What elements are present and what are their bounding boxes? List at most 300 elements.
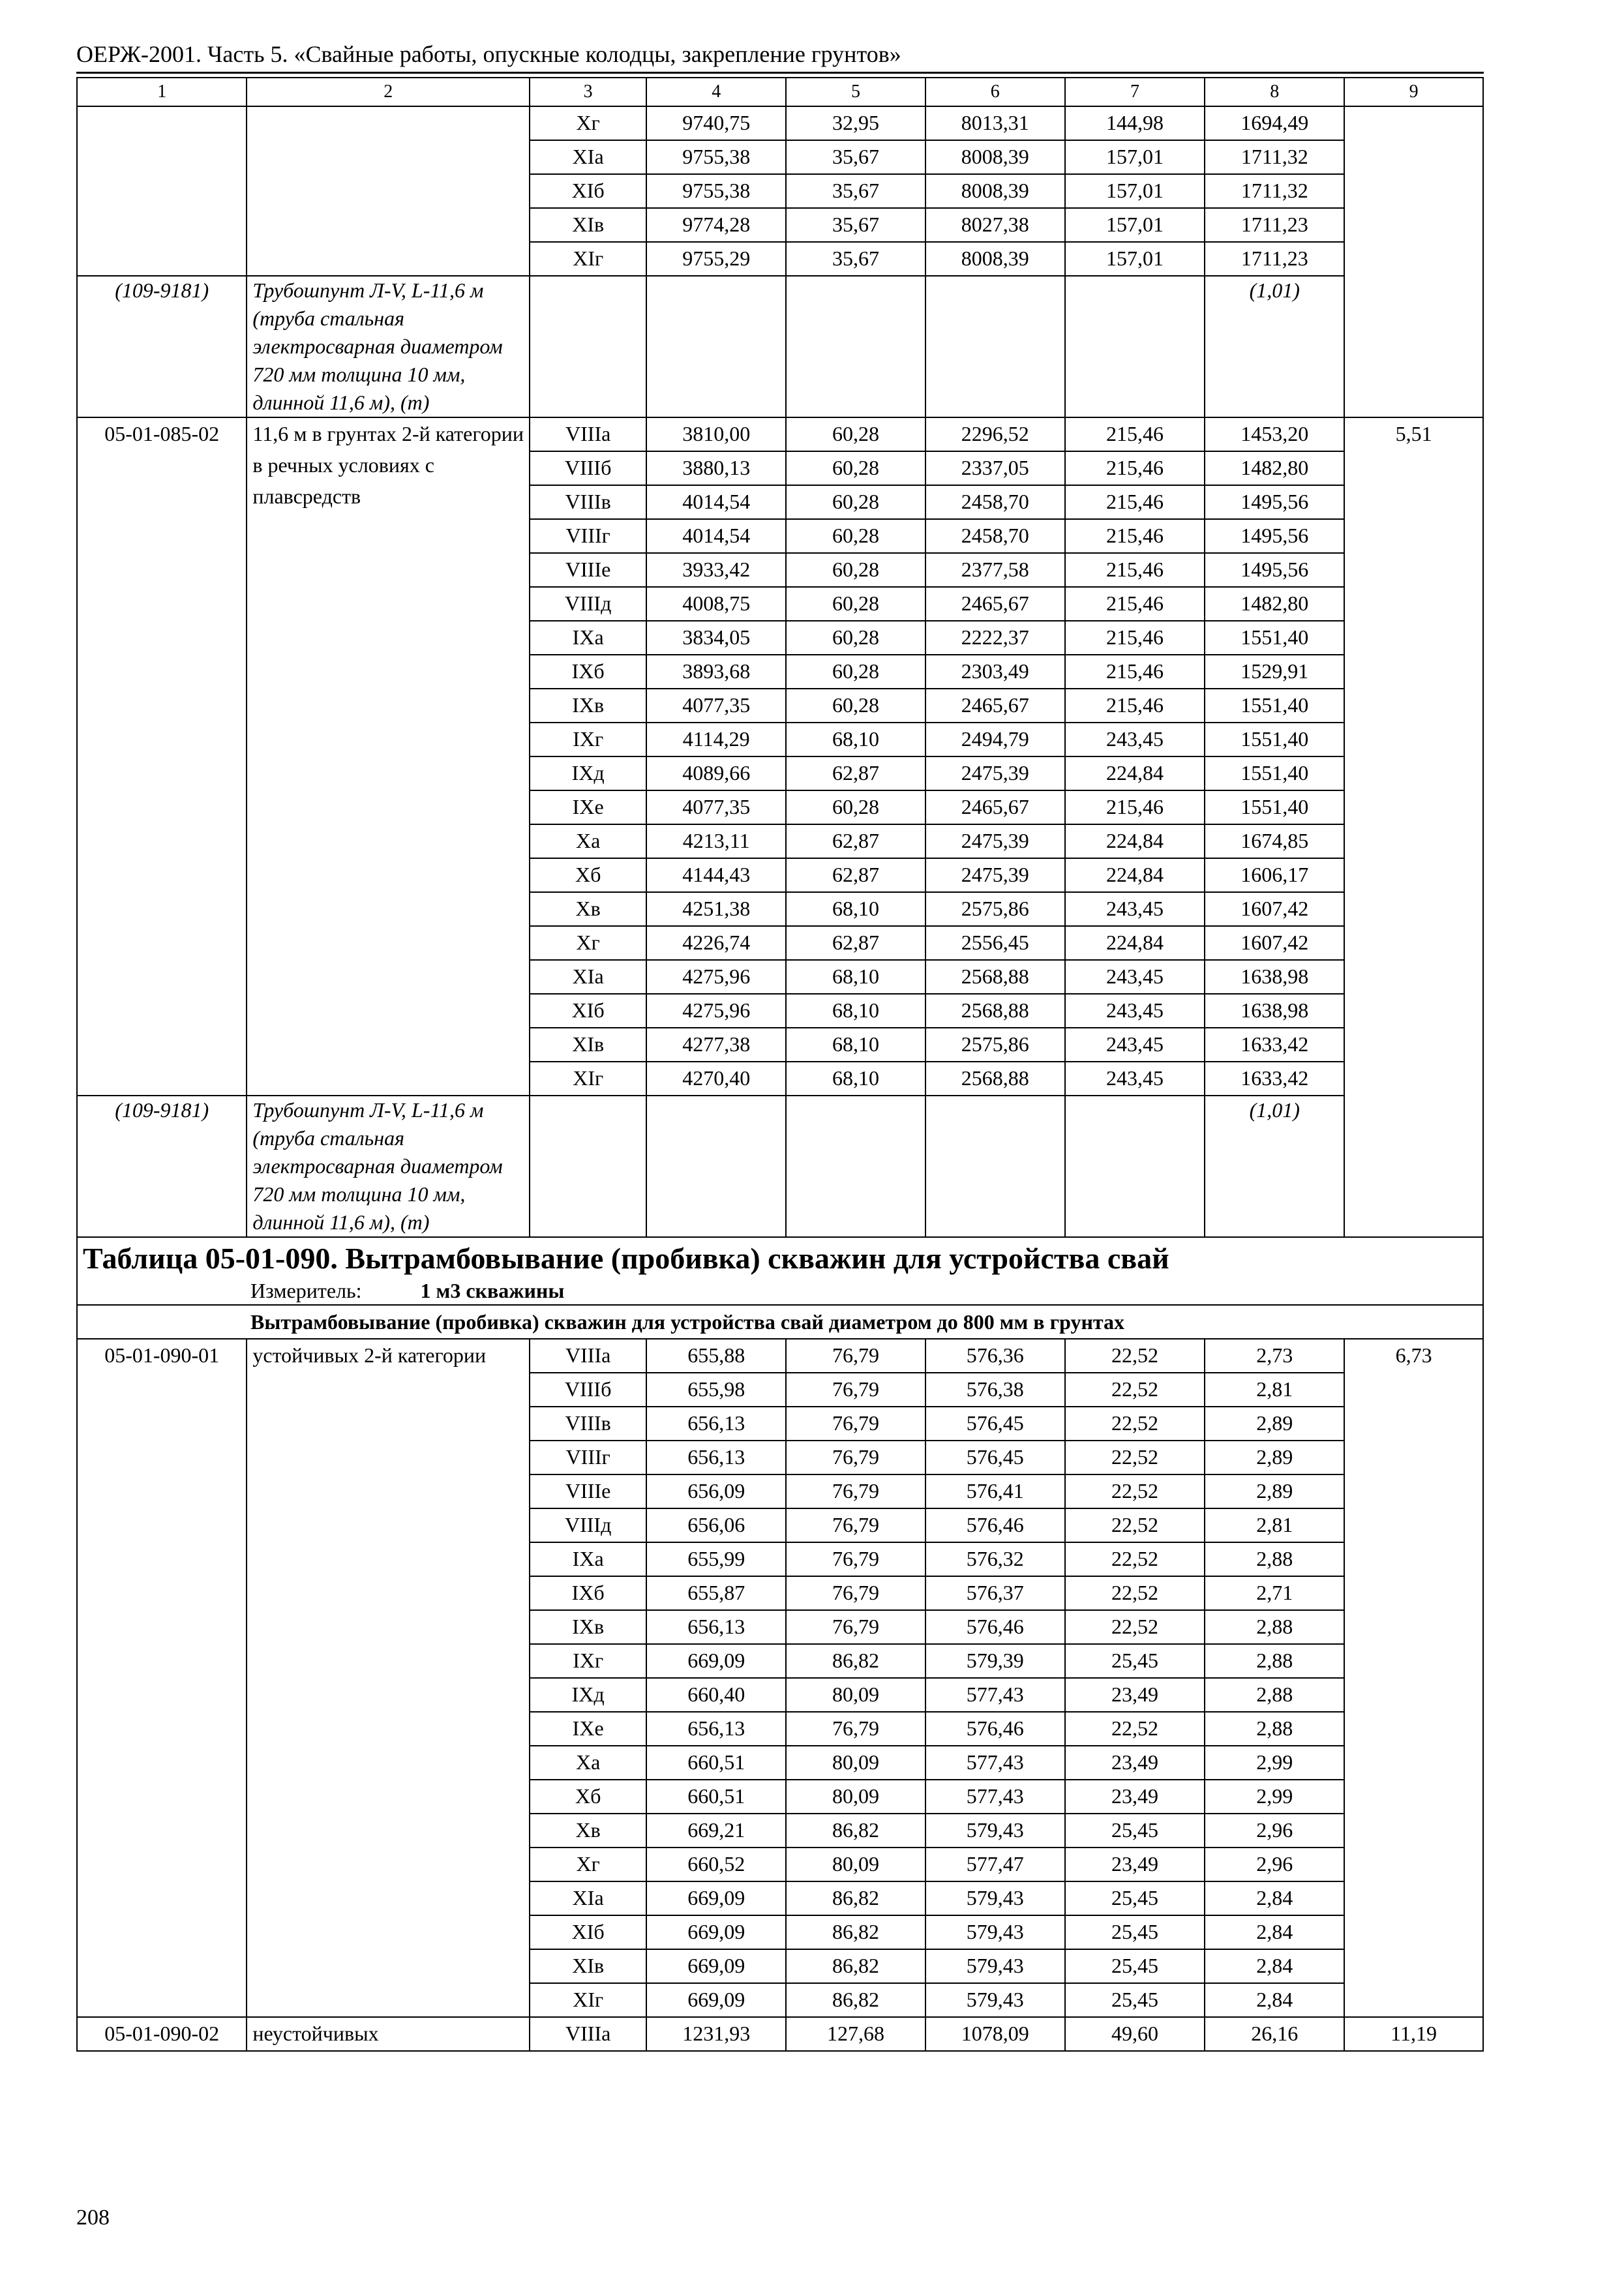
soil-class-cell: VIIIг (530, 519, 646, 553)
measure-cell (77, 1277, 1483, 1305)
operator-wages-cell: 22,52 (1065, 1508, 1205, 1542)
machine-cost-cell: 2475,39 (925, 756, 1065, 790)
rates-table-wrapper (76, 77, 1484, 2052)
rates-table-body (77, 78, 1483, 2051)
total-cost-cell: 4275,96 (646, 960, 786, 994)
total-cost-cell: 4114,29 (646, 723, 786, 756)
total-cost-cell: 4226,74 (646, 926, 786, 960)
soil-class-cell: IXг (530, 723, 646, 756)
materials-cost-cell: 1551,40 (1205, 689, 1344, 723)
empty-cell (1065, 276, 1205, 417)
machine-cost-cell: 577,47 (925, 1848, 1065, 1881)
machine-cost-cell: 2475,39 (925, 858, 1065, 892)
operator-wages-cell: 22,52 (1065, 1339, 1205, 1373)
total-cost-cell: 656,13 (646, 1610, 786, 1644)
operator-wages-cell: 157,01 (1065, 242, 1205, 276)
page-number: 208 (76, 2206, 110, 2230)
total-cost-cell: 3834,05 (646, 621, 786, 655)
total-cost-cell: 655,98 (646, 1373, 786, 1407)
table-row (77, 417, 1483, 451)
materials-cost-cell: 1711,23 (1205, 242, 1344, 276)
machine-cost-cell: 8027,38 (925, 208, 1065, 242)
total-cost-cell: 656,13 (646, 1712, 786, 1746)
total-cost-cell: 4251,38 (646, 892, 786, 926)
machine-cost-cell: 576,38 (925, 1373, 1065, 1407)
operator-wages-cell: 224,84 (1065, 824, 1205, 858)
wages-cell: 68,10 (786, 723, 925, 756)
machine-cost-cell: 576,46 (925, 1610, 1065, 1644)
total-cost-cell: 655,99 (646, 1542, 786, 1576)
wages-cell: 86,82 (786, 1881, 925, 1915)
total-cost-cell: 669,09 (646, 1983, 786, 2017)
total-cost-cell: 656,09 (646, 1474, 786, 1508)
empty-cell (925, 1096, 1065, 1237)
machine-cost-cell: 2494,79 (925, 723, 1065, 756)
rate-code-cell: 05-01-090-01 (77, 1339, 247, 2017)
materials-cost-cell: 1495,56 (1205, 485, 1344, 519)
soil-class-cell: Xв (530, 1814, 646, 1848)
materials-cost-cell: 1482,80 (1205, 451, 1344, 485)
operator-wages-cell: 215,46 (1065, 451, 1205, 485)
materials-cost-cell: 1607,42 (1205, 926, 1344, 960)
machine-cost-cell: 577,43 (925, 1780, 1065, 1814)
wages-cell: 76,79 (786, 1407, 925, 1441)
column-number-8: 8 (1205, 78, 1344, 106)
wages-cell: 60,28 (786, 519, 925, 553)
operator-wages-cell: 49,60 (1065, 2017, 1205, 2051)
operator-wages-cell: 22,52 (1065, 1407, 1205, 1441)
material-row (77, 276, 1483, 417)
operator-wages-cell: 243,45 (1065, 994, 1205, 1028)
materials-cost-cell: 2,84 (1205, 1983, 1344, 2017)
empty-cell (1065, 1096, 1205, 1237)
materials-cost-cell: 1606,17 (1205, 858, 1344, 892)
operator-wages-cell: 215,46 (1065, 689, 1205, 723)
operator-wages-cell: 22,52 (1065, 1576, 1205, 1610)
operator-wages-cell: 25,45 (1065, 1644, 1205, 1678)
machine-cost-cell: 579,39 (925, 1644, 1065, 1678)
wages-cell: 60,28 (786, 621, 925, 655)
materials-cost-cell: 1495,56 (1205, 519, 1344, 553)
soil-class-cell: XIг (530, 1062, 646, 1096)
machine-cost-cell: 2465,67 (925, 689, 1065, 723)
soil-class-cell: IXв (530, 1610, 646, 1644)
soil-class-cell: XIв (530, 1028, 646, 1062)
operator-wages-cell: 157,01 (1065, 140, 1205, 174)
measure-row (77, 1277, 1483, 1305)
material-description-cell: Трубошпунт Л-V, L-11,6 м (труба стальная электросварная диаметром 720 мм толщина 10 мм, длинной 11,6 м), (т) (247, 1096, 530, 1237)
wages-cell: 32,95 (786, 106, 925, 140)
materials-cost-cell: 2,96 (1205, 1814, 1344, 1848)
soil-class-cell: VIIIе (530, 1474, 646, 1508)
rates-table (76, 77, 1484, 2052)
wages-cell: 35,67 (786, 140, 925, 174)
rate-code-cell (77, 106, 247, 276)
soil-class-cell: VIIIб (530, 451, 646, 485)
soil-class-cell: IXд (530, 1678, 646, 1712)
machine-cost-cell: 579,43 (925, 1814, 1065, 1848)
wages-cell: 86,82 (786, 1915, 925, 1949)
materials-cost-cell: 1674,85 (1205, 824, 1344, 858)
total-cost-cell: 9755,38 (646, 140, 786, 174)
materials-cost-cell: 1551,40 (1205, 756, 1344, 790)
soil-class-cell: VIIIв (530, 485, 646, 519)
soil-class-cell: XIг (530, 1983, 646, 2017)
machine-cost-cell: 8008,39 (925, 140, 1065, 174)
machine-cost-cell: 2475,39 (925, 824, 1065, 858)
total-cost-cell: 9740,75 (646, 106, 786, 140)
total-cost-cell: 655,88 (646, 1339, 786, 1373)
total-cost-cell: 656,13 (646, 1441, 786, 1474)
total-cost-cell: 655,87 (646, 1576, 786, 1610)
materials-cost-cell: 1638,98 (1205, 960, 1344, 994)
table-row (77, 106, 1483, 140)
wages-cell: 60,28 (786, 790, 925, 824)
empty-cell (786, 276, 925, 417)
soil-class-cell: XIа (530, 1881, 646, 1915)
materials-cost-cell: 2,84 (1205, 1881, 1344, 1915)
soil-class-cell: Xа (530, 824, 646, 858)
wages-cell: 68,10 (786, 960, 925, 994)
table-row (77, 1339, 1483, 1373)
column-number-1: 1 (77, 78, 247, 106)
operator-wages-cell: 22,52 (1065, 1373, 1205, 1407)
total-cost-cell: 669,09 (646, 1881, 786, 1915)
wages-cell: 80,09 (786, 1780, 925, 1814)
machine-cost-cell: 2575,86 (925, 1028, 1065, 1062)
operator-wages-cell: 22,52 (1065, 1474, 1205, 1508)
operator-wages-cell: 23,49 (1065, 1848, 1205, 1881)
machine-cost-cell: 2568,88 (925, 994, 1065, 1028)
wages-cell: 62,87 (786, 756, 925, 790)
materials-cost-cell: 1551,40 (1205, 790, 1344, 824)
materials-cost-cell: 2,99 (1205, 1746, 1344, 1780)
total-cost-cell: 656,06 (646, 1508, 786, 1542)
operator-wages-cell: 243,45 (1065, 892, 1205, 926)
labor-cost-cell (1344, 106, 1483, 417)
soil-class-cell: VIIIа (530, 2017, 646, 2051)
materials-cost-cell: 1633,42 (1205, 1062, 1344, 1096)
wages-cell: 60,28 (786, 553, 925, 587)
measure-value: 1 м3 скважины (420, 1279, 565, 1302)
wages-cell: 76,79 (786, 1542, 925, 1576)
materials-cost-cell: 1495,56 (1205, 553, 1344, 587)
total-cost-cell: 4270,40 (646, 1062, 786, 1096)
materials-cost-cell: 1482,80 (1205, 587, 1344, 621)
machine-cost-cell: 577,43 (925, 1746, 1065, 1780)
materials-cost-cell: 2,99 (1205, 1780, 1344, 1814)
soil-class-cell: Xа (530, 1746, 646, 1780)
machine-cost-cell: 576,37 (925, 1576, 1065, 1610)
operator-wages-cell: 215,46 (1065, 790, 1205, 824)
column-number-3: 3 (530, 78, 646, 106)
operator-wages-cell: 25,45 (1065, 1881, 1205, 1915)
machine-cost-cell: 2568,88 (925, 960, 1065, 994)
operator-wages-cell: 157,01 (1065, 174, 1205, 208)
operator-wages-cell: 22,52 (1065, 1542, 1205, 1576)
column-number-9: 9 (1344, 78, 1483, 106)
materials-cost-cell: 1711,23 (1205, 208, 1344, 242)
work-description-cell: 11,6 м в грунтах 2-й категории в речных условиях с плавсредств (247, 417, 530, 1096)
soil-class-cell: IXе (530, 790, 646, 824)
machine-cost-cell: 576,46 (925, 1712, 1065, 1746)
soil-class-cell: Xб (530, 1780, 646, 1814)
machine-cost-cell: 579,43 (925, 1915, 1065, 1949)
machine-cost-cell: 577,43 (925, 1678, 1065, 1712)
machine-cost-cell: 8008,39 (925, 174, 1065, 208)
total-cost-cell: 660,40 (646, 1678, 786, 1712)
soil-class-cell: IXб (530, 655, 646, 689)
machine-cost-cell: 1078,09 (925, 2017, 1065, 2051)
machine-cost-cell: 579,43 (925, 1881, 1065, 1915)
operator-wages-cell: 25,45 (1065, 1814, 1205, 1848)
soil-class-cell: XIб (530, 1915, 646, 1949)
materials-cost-cell: 2,73 (1205, 1339, 1344, 1373)
operator-wages-cell: 243,45 (1065, 1062, 1205, 1096)
soil-class-cell: VIIIе (530, 553, 646, 587)
wages-cell: 62,87 (786, 858, 925, 892)
labor-cost-cell: 11,19 (1344, 2017, 1483, 2051)
total-cost-cell: 660,51 (646, 1780, 786, 1814)
total-cost-cell: 669,09 (646, 1644, 786, 1678)
operator-wages-cell: 23,49 (1065, 1780, 1205, 1814)
empty-cell (530, 1096, 646, 1237)
total-cost-cell: 4144,43 (646, 858, 786, 892)
labor-cost-cell: 5,51 (1344, 417, 1483, 1237)
soil-class-cell: Xг (530, 926, 646, 960)
soil-class-cell: VIIIд (530, 587, 646, 621)
operator-wages-cell: 224,84 (1065, 858, 1205, 892)
wages-cell: 60,28 (786, 485, 925, 519)
wages-cell: 76,79 (786, 1441, 925, 1474)
operator-wages-cell: 22,52 (1065, 1610, 1205, 1644)
wages-cell: 76,79 (786, 1373, 925, 1407)
materials-cost-cell: 1453,20 (1205, 417, 1344, 451)
material-description-cell: Трубошпунт Л-V, L-11,6 м (труба стальная электросварная диаметром 720 мм толщина 10 мм, длинной 11,6 м), (т) (247, 276, 530, 417)
soil-class-cell: XIб (530, 174, 646, 208)
wages-cell: 68,10 (786, 1028, 925, 1062)
soil-class-cell: XIв (530, 1949, 646, 1983)
wages-cell: 86,82 (786, 1814, 925, 1848)
total-cost-cell: 4077,35 (646, 790, 786, 824)
machine-cost-cell: 2465,67 (925, 790, 1065, 824)
wages-cell: 60,28 (786, 655, 925, 689)
empty-cell (646, 1096, 786, 1237)
machine-cost-cell: 576,32 (925, 1542, 1065, 1576)
wages-cell: 76,79 (786, 1474, 925, 1508)
machine-cost-cell: 2337,05 (925, 451, 1065, 485)
column-number-row (77, 78, 1483, 106)
total-cost-cell: 669,21 (646, 1814, 786, 1848)
soil-class-cell: VIIIв (530, 1407, 646, 1441)
total-cost-cell: 4277,38 (646, 1028, 786, 1062)
wages-cell: 80,09 (786, 1678, 925, 1712)
wages-cell: 86,82 (786, 1983, 925, 2017)
labor-cost-cell: 6,73 (1344, 1339, 1483, 2017)
wages-cell: 76,79 (786, 1610, 925, 1644)
machine-cost-cell: 2575,86 (925, 892, 1065, 926)
materials-cost-cell: 2,81 (1205, 1373, 1344, 1407)
wages-cell: 62,87 (786, 926, 925, 960)
empty-cell (530, 276, 646, 417)
total-cost-cell: 669,09 (646, 1949, 786, 1983)
wages-cell: 68,10 (786, 892, 925, 926)
total-cost-cell: 4275,96 (646, 994, 786, 1028)
measure-label: Измеритель: (250, 1279, 362, 1302)
column-number-6: 6 (925, 78, 1065, 106)
materials-cost-cell: 26,16 (1205, 2017, 1344, 2051)
soil-class-cell: Xг (530, 106, 646, 140)
subheader-cell: Вытрамбовывание (пробивка) скважин для устройства свай диаметром до 800 мм в грунтах (77, 1305, 1483, 1339)
soil-class-cell: IXа (530, 1542, 646, 1576)
machine-cost-cell: 579,43 (925, 1983, 1065, 2017)
total-cost-cell: 3893,68 (646, 655, 786, 689)
column-number-7: 7 (1065, 78, 1205, 106)
wages-cell: 68,10 (786, 1062, 925, 1096)
operator-wages-cell: 215,46 (1065, 485, 1205, 519)
operator-wages-cell: 243,45 (1065, 723, 1205, 756)
materials-cost-cell: 1551,40 (1205, 621, 1344, 655)
machine-cost-cell: 2377,58 (925, 553, 1065, 587)
total-cost-cell: 1231,93 (646, 2017, 786, 2051)
work-description-cell (247, 106, 530, 276)
wages-cell: 35,67 (786, 174, 925, 208)
soil-class-cell: VIIIа (530, 1339, 646, 1373)
wages-cell: 68,10 (786, 994, 925, 1028)
operator-wages-cell: 23,49 (1065, 1678, 1205, 1712)
soil-class-cell: IXв (530, 689, 646, 723)
operator-wages-cell: 243,45 (1065, 960, 1205, 994)
operator-wages-cell: 215,46 (1065, 655, 1205, 689)
total-cost-cell: 4213,11 (646, 824, 786, 858)
wages-cell: 76,79 (786, 1712, 925, 1746)
soil-class-cell: XIг (530, 242, 646, 276)
materials-cost-cell: 2,84 (1205, 1915, 1344, 1949)
material-quantity-cell: (1,01) (1205, 276, 1344, 417)
column-number-5: 5 (786, 78, 925, 106)
total-cost-cell: 3880,13 (646, 451, 786, 485)
section-title-row (77, 1237, 1483, 1277)
subheader-row (77, 1305, 1483, 1339)
machine-cost-cell: 576,46 (925, 1508, 1065, 1542)
total-cost-cell: 660,52 (646, 1848, 786, 1881)
soil-class-cell: IXа (530, 621, 646, 655)
wages-cell: 76,79 (786, 1576, 925, 1610)
soil-class-cell: VIIIг (530, 1441, 646, 1474)
empty-cell (786, 1096, 925, 1237)
materials-cost-cell: 2,88 (1205, 1610, 1344, 1644)
table-row (77, 2017, 1483, 2051)
soil-class-cell: IXе (530, 1712, 646, 1746)
total-cost-cell: 9755,29 (646, 242, 786, 276)
operator-wages-cell: 144,98 (1065, 106, 1205, 140)
materials-cost-cell: 1551,40 (1205, 723, 1344, 756)
total-cost-cell: 3810,00 (646, 417, 786, 451)
machine-cost-cell: 2568,88 (925, 1062, 1065, 1096)
total-cost-cell: 9755,38 (646, 174, 786, 208)
materials-cost-cell: 2,84 (1205, 1949, 1344, 1983)
soil-class-cell: Xг (530, 1848, 646, 1881)
machine-cost-cell: 2303,49 (925, 655, 1065, 689)
materials-cost-cell: 2,96 (1205, 1848, 1344, 1881)
total-cost-cell: 660,51 (646, 1746, 786, 1780)
rate-code-cell: 05-01-085-02 (77, 417, 247, 1096)
empty-cell (925, 276, 1065, 417)
materials-cost-cell: 1633,42 (1205, 1028, 1344, 1062)
work-description-cell: устойчивых 2-й категории (247, 1339, 530, 2017)
soil-class-cell: Xб (530, 858, 646, 892)
column-number-4: 4 (646, 78, 786, 106)
materials-cost-cell: 2,89 (1205, 1407, 1344, 1441)
wages-cell: 86,82 (786, 1949, 925, 1983)
machine-cost-cell: 579,43 (925, 1949, 1065, 1983)
machine-cost-cell: 576,36 (925, 1339, 1065, 1373)
machine-cost-cell: 2458,70 (925, 485, 1065, 519)
operator-wages-cell: 22,52 (1065, 1712, 1205, 1746)
machine-cost-cell: 8013,31 (925, 106, 1065, 140)
machine-cost-cell: 576,41 (925, 1474, 1065, 1508)
wages-cell: 76,79 (786, 1339, 925, 1373)
wages-cell: 86,82 (786, 1644, 925, 1678)
materials-cost-cell: 2,88 (1205, 1644, 1344, 1678)
soil-class-cell: XIб (530, 994, 646, 1028)
total-cost-cell: 3933,42 (646, 553, 786, 587)
wages-cell: 60,28 (786, 417, 925, 451)
total-cost-cell: 4008,75 (646, 587, 786, 621)
materials-cost-cell: 1711,32 (1205, 140, 1344, 174)
operator-wages-cell: 224,84 (1065, 756, 1205, 790)
material-code-cell: (109-9181) (77, 276, 247, 417)
soil-class-cell: IXб (530, 1576, 646, 1610)
wages-cell: 80,09 (786, 1746, 925, 1780)
total-cost-cell: 9774,28 (646, 208, 786, 242)
soil-class-cell: Xв (530, 892, 646, 926)
total-cost-cell: 4014,54 (646, 519, 786, 553)
work-description-cell: неустойчивых (247, 2017, 530, 2051)
material-row (77, 1096, 1483, 1237)
wages-cell: 127,68 (786, 2017, 925, 2051)
section-title: Таблица 05-01-090. Вытрамбовывание (пробивка) скважин для устройства свай (77, 1237, 1483, 1277)
materials-cost-cell: 1529,91 (1205, 655, 1344, 689)
soil-class-cell: XIа (530, 960, 646, 994)
soil-class-cell: VIIIа (530, 417, 646, 451)
operator-wages-cell: 25,45 (1065, 1983, 1205, 2017)
materials-cost-cell: 1607,42 (1205, 892, 1344, 926)
operator-wages-cell: 157,01 (1065, 208, 1205, 242)
wages-cell: 76,79 (786, 1508, 925, 1542)
column-number-2: 2 (247, 78, 530, 106)
operator-wages-cell: 224,84 (1065, 926, 1205, 960)
soil-class-cell: VIIIб (530, 1373, 646, 1407)
operator-wages-cell: 215,46 (1065, 553, 1205, 587)
materials-cost-cell: 2,81 (1205, 1508, 1344, 1542)
operator-wages-cell: 22,52 (1065, 1441, 1205, 1474)
soil-class-cell: IXд (530, 756, 646, 790)
material-code-cell: (109-9181) (77, 1096, 247, 1237)
machine-cost-cell: 576,45 (925, 1407, 1065, 1441)
soil-class-cell: XIа (530, 140, 646, 174)
machine-cost-cell: 2222,37 (925, 621, 1065, 655)
operator-wages-cell: 23,49 (1065, 1746, 1205, 1780)
total-cost-cell: 669,09 (646, 1915, 786, 1949)
running-header: ОЕРЖ-2001. Часть 5. «Свайные работы, опускные колодцы, закрепление грунтов» (76, 41, 901, 67)
materials-cost-cell: 2,88 (1205, 1542, 1344, 1576)
materials-cost-cell: 2,89 (1205, 1441, 1344, 1474)
wages-cell: 35,67 (786, 208, 925, 242)
total-cost-cell: 4077,35 (646, 689, 786, 723)
materials-cost-cell: 2,88 (1205, 1712, 1344, 1746)
materials-cost-cell: 2,89 (1205, 1474, 1344, 1508)
